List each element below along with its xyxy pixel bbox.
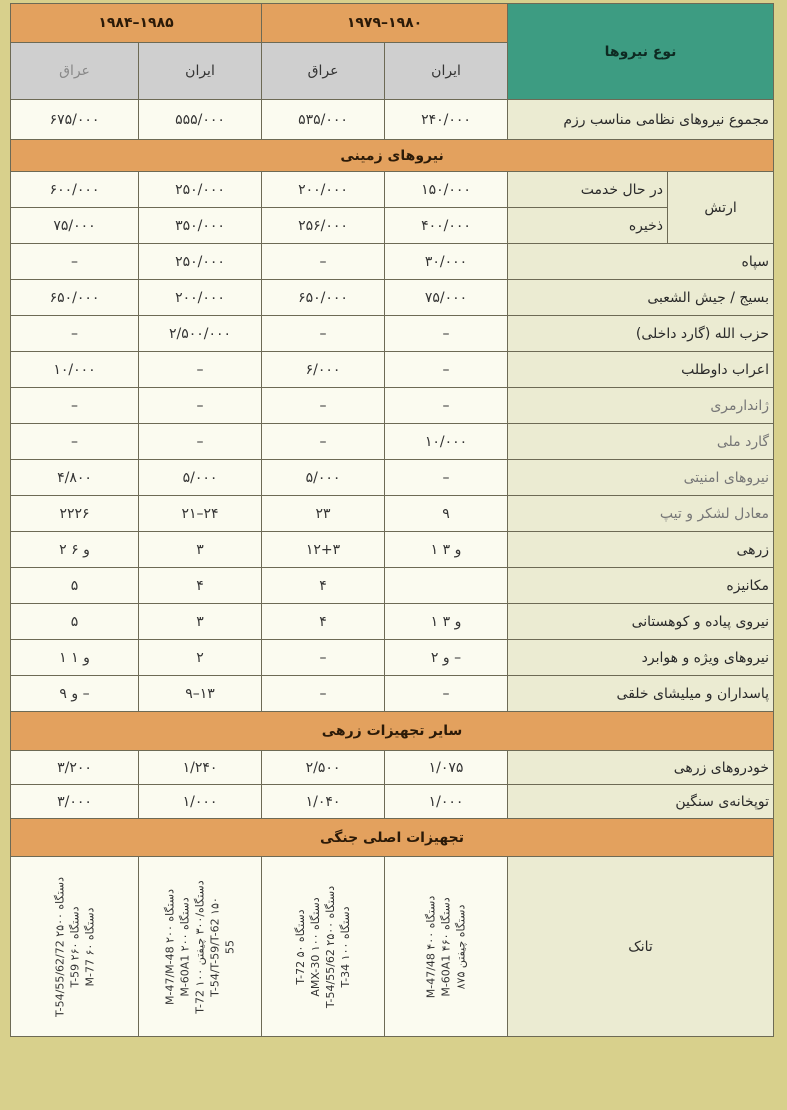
total-label: مجموع نیروهای نظامی مناسب رزم — [508, 100, 774, 140]
row-militia-iran-1984: ۹–۱۳ — [139, 676, 262, 712]
tank-iraq-1984-line: M-77 ۶۰ دستگاه — [83, 907, 96, 986]
row-heavy-artillery-iran-1984: ۱/۰۰۰ — [139, 785, 262, 819]
tank-iran-1979-line: M-47/48 ۴۰۰ دستگاه — [424, 895, 438, 998]
row-armored-label: زرهی — [508, 532, 774, 568]
row-hezbollah-iraq-1984: – — [11, 316, 139, 352]
row-in-service-label: در حال خدمت — [508, 172, 668, 208]
row-security-forces-label: نیروهای امنیتی — [508, 460, 774, 496]
tank-iraq-1979-line: T-34 ۱۰۰ دستگاه — [339, 905, 353, 988]
row-infantry-iran-1979: ۱ و ۳ — [385, 604, 508, 640]
row-sepah-label: سپاه — [508, 244, 774, 280]
row-gendarmerie-label: ژاندارمری — [508, 388, 774, 424]
row-national-guard-iraq-1979: – — [262, 424, 385, 460]
row-special-forces-iraq-1979: – — [262, 640, 385, 676]
tank-iran-1979-cell — [385, 857, 508, 1037]
row-sepah-iraq-1979: – — [262, 244, 385, 280]
row-heavy-artillery-label: توپخانه‌ی سنگین — [508, 785, 774, 819]
col-iraq-1984: عراق — [11, 43, 139, 100]
row-division-equiv-iran-1984: ۲۱–۲۴ — [139, 496, 262, 532]
row-militia-iraq-1979: – — [262, 676, 385, 712]
row-sepah-iran-1979: ۳۰/۰۰۰ — [385, 244, 508, 280]
row-mechanized-iraq-1984: ۵ — [11, 568, 139, 604]
row-infantry-iraq-1984: ۵ — [11, 604, 139, 640]
total-iraq-1979: ۵۳۵/۰۰۰ — [262, 100, 385, 140]
row-arab-volunteers-iran-1984: – — [139, 352, 262, 388]
col-iran-1979: ایران — [385, 43, 508, 100]
tank-iran-1984-line: T-54/T-59/T-62 ۱۵۰ — [208, 896, 222, 997]
row-basij-iraq-1984: ۶۵۰/۰۰۰ — [11, 280, 139, 316]
row-special-forces-label: نیروهای ویژه و هوابرد — [508, 640, 774, 676]
row-armored-vehicles-iran-1979: ۱/۰۷۵ — [385, 751, 508, 785]
row-in-service-iran-1984: ۲۵۰/۰۰۰ — [139, 172, 262, 208]
row-gendarmerie-iraq-1979: – — [262, 388, 385, 424]
row-basij-iran-1979: ۷۵/۰۰۰ — [385, 280, 508, 316]
row-armored-iran-1979: ۱ و ۳ — [385, 532, 508, 568]
period-header-1979: ۱۹۷۹–۱۹۸۰ — [262, 4, 508, 43]
row-hezbollah-iraq-1979: – — [262, 316, 385, 352]
tank-iran-1979-line: ۸۷۵ دستگاه چیفتن — [454, 904, 468, 989]
row-in-service-iraq-1979: ۲۰۰/۰۰۰ — [262, 172, 385, 208]
tank-label: تانک — [508, 857, 774, 1037]
row-national-guard-iraq-1984: – — [11, 424, 139, 460]
tank-iraq-1984-line: T-59 ۲۶۰ دستگاه — [68, 905, 81, 988]
row-infantry-iran-1984: ۳ — [139, 604, 262, 640]
row-sepah-iran-1984: ۲۵۰/۰۰۰ — [139, 244, 262, 280]
section-main-equipment: تجهیزات اصلی جنگی — [11, 819, 774, 857]
row-armored-iraq-1979: ۱۲+۳ — [262, 532, 385, 568]
row-national-guard-iran-1984: – — [139, 424, 262, 460]
tank-iran-1979-line: M-60A1 ۴۶۰ دستگاه — [439, 896, 453, 997]
row-division-equiv-label: معادل لشکر و تیپ — [508, 496, 774, 532]
tank-iraq-1984-line: T-54/55/62/72 ۲۵۰۰ دستگاه — [53, 876, 66, 1017]
row-special-forces-iran-1984: ۲ — [139, 640, 262, 676]
row-hezbollah-iran-1984: ۲/۵۰۰/۰۰۰ — [139, 316, 262, 352]
forces-type-header: نوع نیروها — [508, 4, 774, 100]
period-header-1984: ۱۹۸۴–۱۹۸۵ — [11, 4, 262, 43]
row-infantry-iraq-1979: ۴ — [262, 604, 385, 640]
row-special-forces-iran-1979: ۲ و – — [385, 640, 508, 676]
row-special-forces-iraq-1984: ۱ و ۱ — [11, 640, 139, 676]
row-in-service-iran-1979: ۱۵۰/۰۰۰ — [385, 172, 508, 208]
row-hezbollah-label: حزب الله (گارد داخلی) — [508, 316, 774, 352]
row-gendarmerie-iraq-1984: – — [11, 388, 139, 424]
row-armored-vehicles-iraq-1979: ۲/۵۰۰ — [262, 751, 385, 785]
total-iraq-1984: ۶۷۵/۰۰۰ — [11, 100, 139, 140]
tank-iraq-1979-line: T-54/55/62 ۲۵۰۰ دستگاه — [324, 885, 338, 1008]
army-label: ارتش — [668, 172, 774, 244]
tank-iraq-1984-cell — [11, 857, 139, 1037]
row-national-guard-iran-1979: ۱۰/۰۰۰ — [385, 424, 508, 460]
section-other-armor: سایر تجهیزات زرهی — [11, 712, 774, 751]
row-armored-vehicles-label: خودروهای زرهی — [508, 751, 774, 785]
row-reserve-iran-1979: ۴۰۰/۰۰۰ — [385, 208, 508, 244]
row-arab-volunteers-iraq-1979: ۶/۰۰۰ — [262, 352, 385, 388]
row-reserve-iraq-1979: ۲۵۶/۰۰۰ — [262, 208, 385, 244]
row-militia-label: پاسداران و میلیشای خلقی — [508, 676, 774, 712]
tank-iraq-1979-line: AMX-30 ۱۰۰ دستگاه — [309, 896, 323, 997]
tank-iran-1984-line: M-47/M-48 ۲۰۰ دستگاه — [163, 888, 177, 1005]
total-iran-1979: ۲۴۰/۰۰۰ — [385, 100, 508, 140]
row-heavy-artillery-iraq-1979: ۱/۰۴۰ — [262, 785, 385, 819]
row-basij-iran-1984: ۲۰۰/۰۰۰ — [139, 280, 262, 316]
row-gendarmerie-iran-1979: – — [385, 388, 508, 424]
row-arab-volunteers-iraq-1984: ۱۰/۰۰۰ — [11, 352, 139, 388]
row-infantry-label: نیروی پیاده و کوهستانی — [508, 604, 774, 640]
row-in-service-iraq-1984: ۶۰۰/۰۰۰ — [11, 172, 139, 208]
tank-iran-1984-line: M-60A1 ۲۰۰ دستگاه — [178, 896, 192, 997]
row-arab-volunteers-iran-1979: – — [385, 352, 508, 388]
col-iraq-1979: عراق — [262, 43, 385, 100]
row-militia-iran-1979: – — [385, 676, 508, 712]
tank-iran-1984-cell — [139, 857, 262, 1037]
row-heavy-artillery-iran-1979: ۱/۰۰۰ — [385, 785, 508, 819]
row-division-equiv-iraq-1984: ۲۲۲۶ — [11, 496, 139, 532]
row-security-forces-iran-1979: – — [385, 460, 508, 496]
row-arab-volunteers-label: اعراب داوطلب — [508, 352, 774, 388]
row-gendarmerie-iran-1984: – — [139, 388, 262, 424]
row-heavy-artillery-iraq-1984: ۳/۰۰۰ — [11, 785, 139, 819]
row-armored-vehicles-iran-1984: ۱/۲۴۰ — [139, 751, 262, 785]
row-mechanized-label: مکانیزه — [508, 568, 774, 604]
row-mechanized-iran-1979 — [385, 568, 508, 604]
row-mechanized-iran-1984: ۴ — [139, 568, 262, 604]
row-security-forces-iran-1984: ۵/۰۰۰ — [139, 460, 262, 496]
row-armored-iran-1984: ۳ — [139, 532, 262, 568]
total-iran-1984: ۵۵۵/۰۰۰ — [139, 100, 262, 140]
row-security-forces-iraq-1984: ۴/۸۰۰ — [11, 460, 139, 496]
tank-iran-1984-line: 55 — [223, 939, 237, 954]
row-armored-vehicles-iraq-1984: ۳/۲۰۰ — [11, 751, 139, 785]
row-reserve-iraq-1984: ۷۵/۰۰۰ — [11, 208, 139, 244]
section-land-forces: نیروهای زمینی — [11, 140, 774, 172]
row-basij-iraq-1979: ۶۵۰/۰۰۰ — [262, 280, 385, 316]
forces-comparison-table — [10, 3, 774, 1037]
row-sepah-iraq-1984: – — [11, 244, 139, 280]
row-reserve-label: ذخیره — [508, 208, 668, 244]
row-division-equiv-iran-1979: ۹ — [385, 496, 508, 532]
col-iran-1984: ایران — [139, 43, 262, 100]
row-militia-iraq-1984: ۹ و – — [11, 676, 139, 712]
row-reserve-iran-1984: ۳۵۰/۰۰۰ — [139, 208, 262, 244]
tank-iran-1984-line: T-72 ۱۰۰ دستگاه/۳۰۰ چیفتن — [193, 879, 207, 1014]
row-mechanized-iraq-1979: ۴ — [262, 568, 385, 604]
row-national-guard-label: گارد ملی — [508, 424, 774, 460]
row-armored-iraq-1984: ۲ و ۶ — [11, 532, 139, 568]
row-hezbollah-iran-1979: – — [385, 316, 508, 352]
row-division-equiv-iraq-1979: ۲۳ — [262, 496, 385, 532]
row-security-forces-iraq-1979: ۵/۰۰۰ — [262, 460, 385, 496]
tank-iraq-1979-cell — [262, 857, 385, 1037]
tank-iraq-1979-line: T-72 ۵۰ دستگاه — [294, 908, 308, 985]
row-basij-label: بسیج / جیش الشعبی — [508, 280, 774, 316]
